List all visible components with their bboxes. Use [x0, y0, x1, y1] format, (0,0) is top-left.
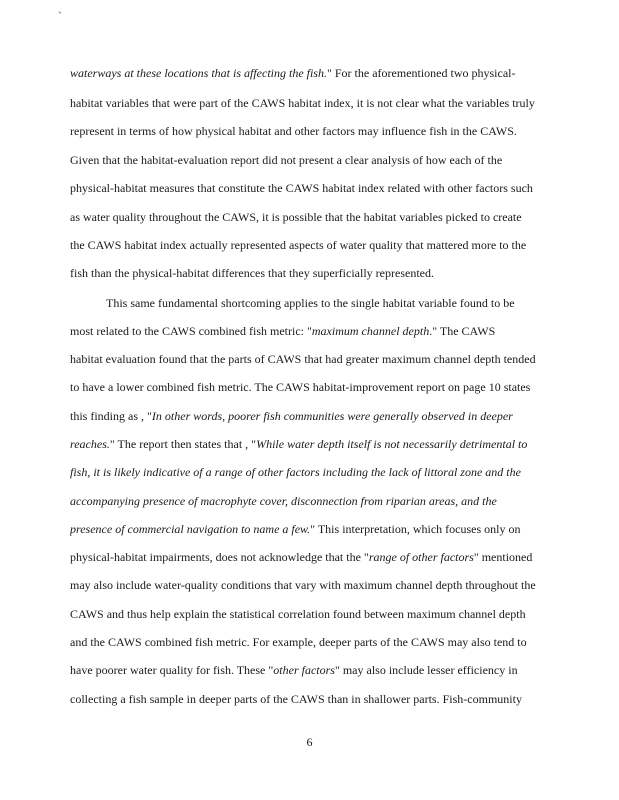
text-line: [70, 494, 570, 508]
text-line: [70, 607, 570, 621]
text-run: represent in terms of how physical habitat and other factors may influence fish in the CAWS.: [70, 124, 517, 138]
text-line: [70, 324, 570, 338]
text-line: [70, 66, 570, 80]
text-run: This same fundamental shortcoming applies to the single habitat variable found to be: [106, 296, 515, 310]
text-run: " may also include lesser efficiency in: [334, 663, 518, 677]
text-line: [70, 550, 570, 564]
text-line: [70, 522, 570, 536]
italic-quote: other factors: [273, 663, 335, 677]
text-run: may also include water-quality conditions that vary with maximum channel depth throughout the: [70, 578, 536, 592]
text-line: [70, 663, 570, 677]
text-run: as water quality throughout the CAWS, it is possible that the habitat variables picked to create: [70, 210, 522, 224]
italic-quote: maximum channel depth: [311, 324, 430, 338]
page-number: 6: [306, 735, 313, 749]
italic-quote: fish, it is likely indicative of a range of other factors including the lack of littoral zone and the: [70, 465, 521, 479]
text-line: [70, 181, 570, 195]
text-run: the CAWS habitat index actually represented aspects of water quality that mattered more to the: [70, 238, 527, 252]
text-run: and the CAWS combined fish metric. For example, deeper parts of the CAWS may also tend to: [70, 635, 527, 649]
text-line: [70, 210, 570, 224]
italic-quote: accompanying presence of macrophyte cover, disconnection from riparian areas, and the: [70, 494, 497, 508]
text-run: ." The CAWS: [429, 324, 496, 338]
text-line: [70, 352, 570, 366]
text-run: physical-habitat impairments, does not acknowledge that the ": [70, 550, 369, 564]
text-line: [70, 465, 570, 479]
text-line: [70, 692, 570, 706]
text-run: habitat evaluation found that the parts of CAWS that had greater maximum channel depth tended: [70, 352, 536, 366]
text-run: physical-habitat measures that constitute the CAWS habitat index related with other factors such: [70, 181, 533, 195]
italic-quote: waterways at these locations that is affecting the fish.: [70, 66, 327, 80]
text-line: [70, 266, 570, 280]
text-line: [70, 437, 570, 451]
text-run: " This interpretation, which focuses only on: [310, 522, 521, 536]
italic-quote: reaches.: [70, 437, 110, 451]
text-line: [70, 380, 570, 394]
text-line: [70, 124, 570, 138]
text-line: [70, 238, 570, 252]
text-line: [70, 409, 570, 423]
text-line: [70, 96, 570, 110]
italic-quote: range of other factors: [368, 550, 474, 564]
italic-quote: While water depth itself is not necessarily detrimental to: [256, 437, 528, 451]
text-run: " mentioned: [473, 550, 533, 564]
text-run: fish than the physical-habitat differences that they superficially represented.: [70, 266, 434, 280]
text-run: " For the aforementioned two physical-: [326, 66, 516, 80]
text-run: collecting a fish sample in deeper parts of the CAWS than in shallower parts. Fish-community: [70, 692, 522, 706]
text-line: [70, 578, 570, 592]
text-run: this finding as , ": [70, 409, 152, 423]
text-run: most related to the CAWS combined fish metric: ": [70, 324, 312, 338]
italic-quote: presence of commercial navigation to name a few.: [70, 522, 311, 536]
text-run: have poorer water quality for fish. These ": [70, 663, 274, 677]
text-line: [70, 153, 570, 167]
text-run: habitat variables that were part of the CAWS habitat index, it is not clear what the variables truly: [70, 96, 535, 110]
text-run: " The report then states that , ": [109, 437, 257, 451]
text-run: Given that the habitat-evaluation report did not present a clear analysis of how each of the: [70, 153, 503, 167]
italic-quote: In other words, poorer fish communities were generally observed in deeper: [151, 409, 513, 423]
text-run: to have a lower combined fish metric. The CAWS habitat-improvement report on page 10 states: [70, 380, 531, 394]
stray-mark: `: [58, 9, 62, 23]
text-line: [70, 635, 570, 649]
text-line: [106, 296, 570, 310]
text-run: CAWS and thus help explain the statistical correlation found between maximum channel depth: [70, 607, 526, 621]
